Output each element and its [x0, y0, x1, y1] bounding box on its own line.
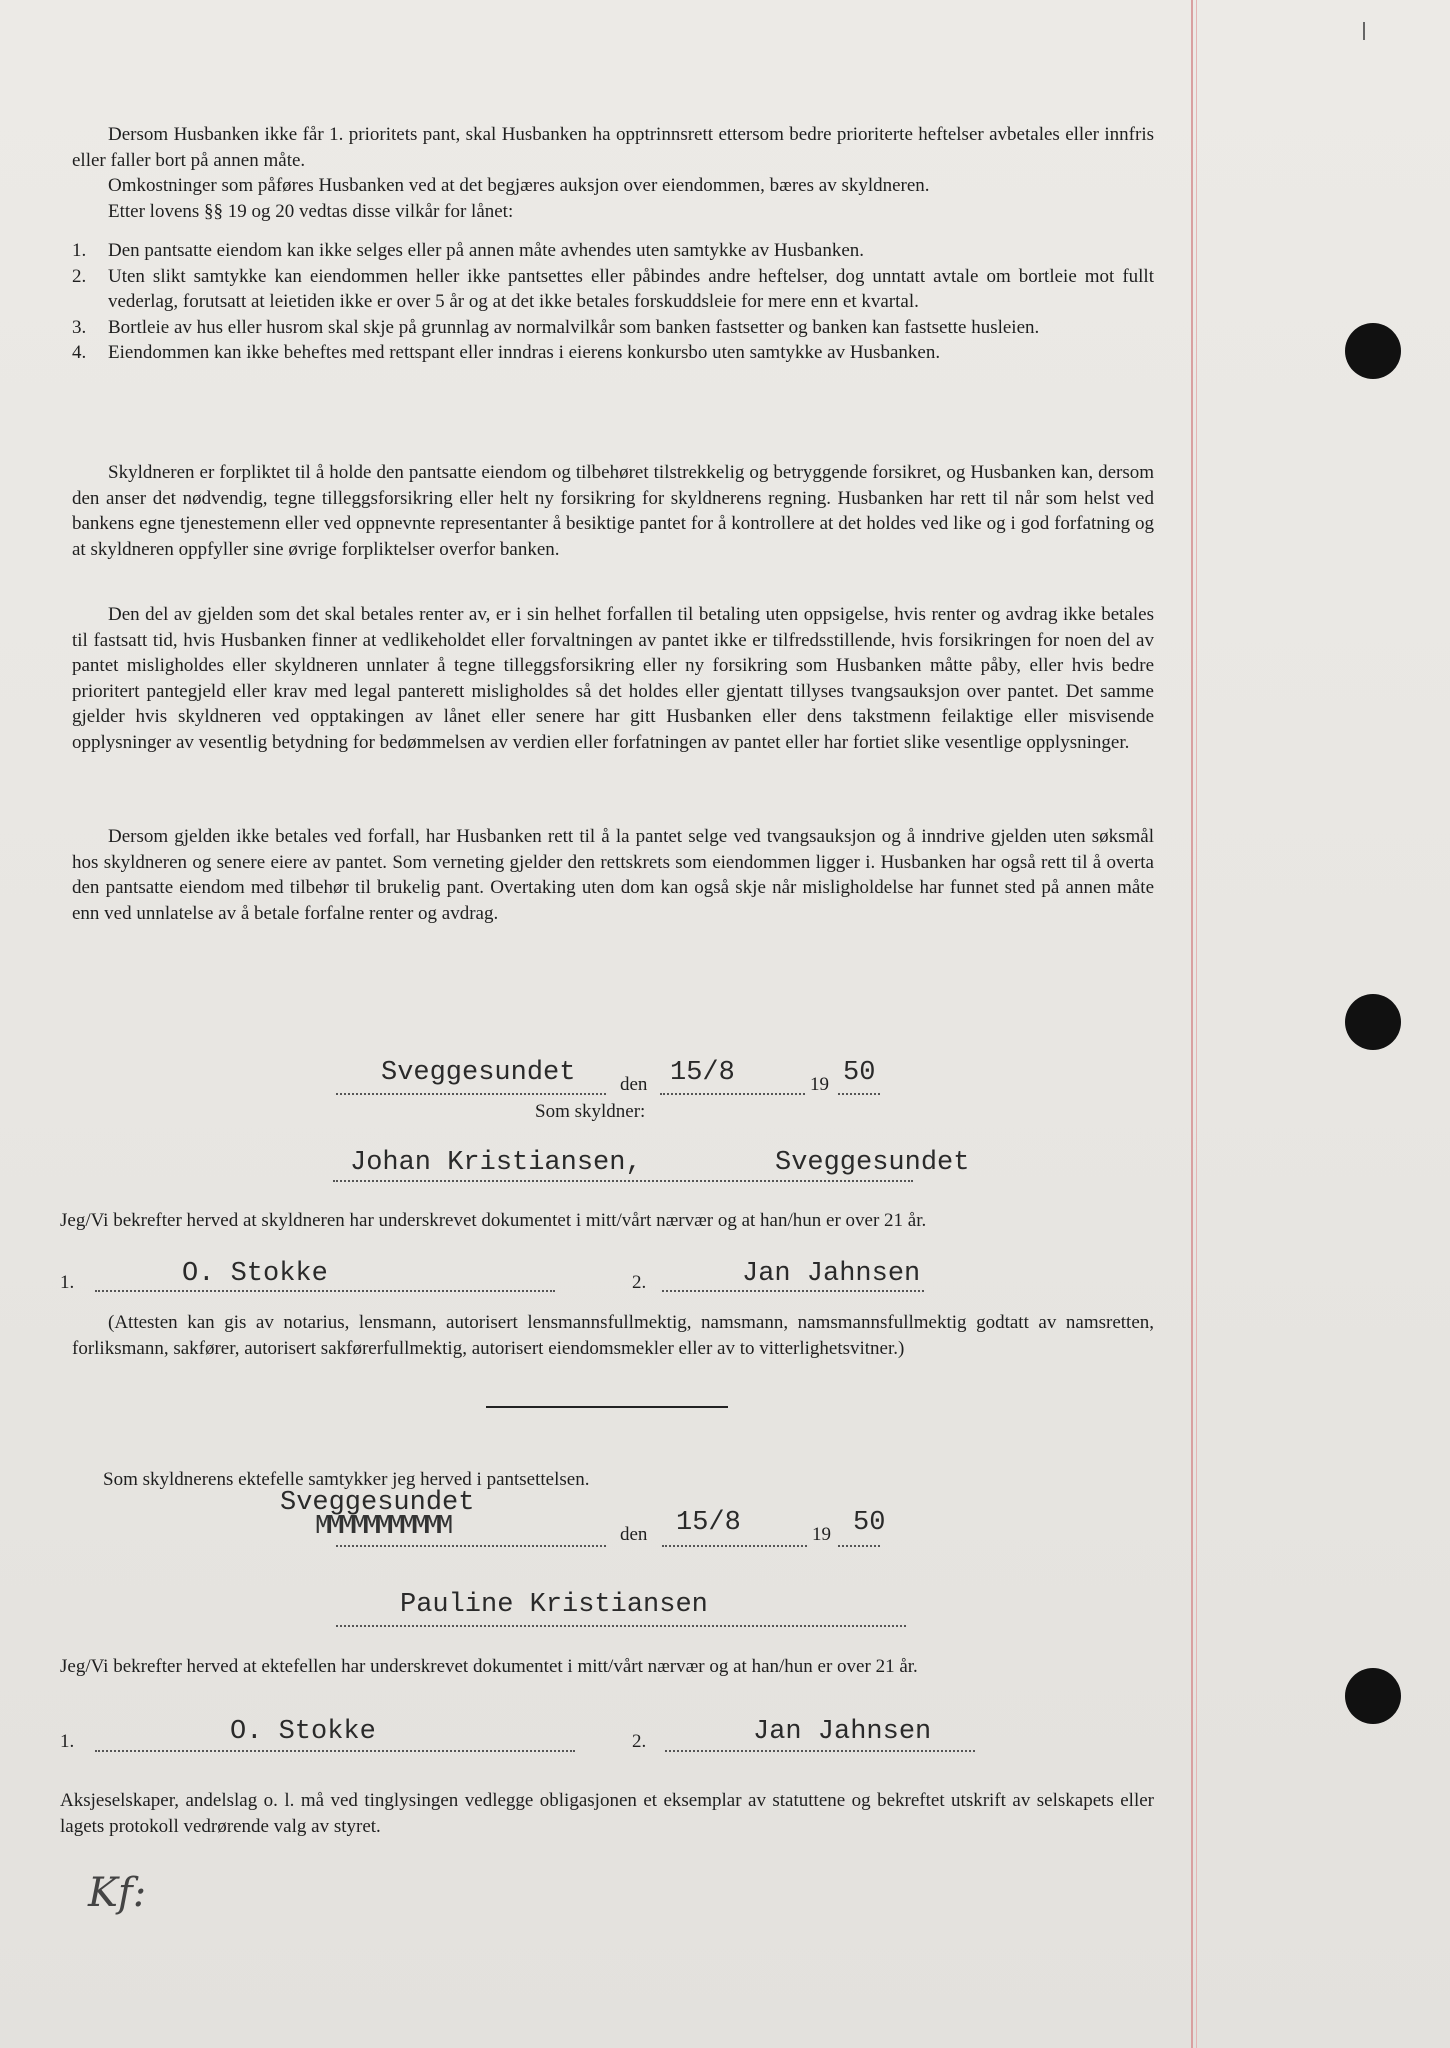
paragraph-conditions-intro: Etter lovens §§ 19 og 20 vedtas disse vilkår for lånet: [108, 201, 514, 222]
debtor-place: Sveggesundet [381, 1058, 576, 1088]
paragraph-default: Den del av gjelden som det skal betales renter av, er i sin helhet forfallen til betaling uten oppsigelse, hvis renter og avdrag ikke betales til fastsatt tid, hvis Husbanken finner at vedlikeholdet eller forvaltningen av pantet ikke er tilfredsstillende, hvis forsikringen for noen del av pantet misligholdes eller skyldneren unnlater å tegne tilleggsforsikring eller ny forsikring som Husbanken måtte påby, eller hvis bedre prioritert pantegjeld eller krav med legal panterett misligholdes så det holdes eller gjentatt tillyses tvangsauksjon over pantet. Det samme gjelder hvis skyldneren ved opptakingen av lånet eller senere har gitt Husbanken eller dens takstmenn feilaktige eller misvisende opplysninger av vesentlig betydning for bedømmelsen av verdien eller forfatningen av pantet eller har fortiet slike vesentlige opplysninger. [72, 604, 1154, 753]
punch-hole-bottom [1345, 1668, 1401, 1724]
debtor-confirm-text: Jeg/Vi bekrefter herved at skyldneren har underskrevet dokumentet i mitt/vårt nærvær og at han/hun er over 21 år. [60, 1210, 927, 1231]
condition-item: 1. Den pantsatte eiendom kan ikke selges eller på annen måte avhendes uten samtykke av Husbanken. [72, 240, 865, 261]
footer-note: Aksjeselskaper, andelslag o. l. må ved tinglysingen vedlegge obligasjonen et eksemplar av statuttene og bekreftet utskrift av selskapets eller lagets protokoll vedrørende valg av styret. [60, 1790, 1154, 1837]
spouse-date-line [662, 1545, 807, 1547]
debtor-year: 50 [843, 1058, 876, 1088]
margin-line [1191, 0, 1193, 2048]
spouse-den-label: den [620, 1524, 648, 1545]
debtor-date: 15/8 [670, 1058, 735, 1088]
debtor-line [333, 1180, 913, 1182]
spouse-place-line [336, 1545, 606, 1547]
handwritten-initials: Kf: [88, 1870, 147, 1916]
spouse-year: 50 [853, 1508, 886, 1538]
paragraph-priority: Dersom Husbanken ikke får 1. prioritets pant, skal Husbanken ha opptrinnsrett ettersom bedre prioriterte heftelser avbetales eller innfris eller faller bort på annen måte. [72, 124, 1154, 171]
attest-note: (Attesten kan gis av notarius, lensmann, autorisert lensmannsfullmektig, namsmann, namsmannsfullmektig godtatt av namsretten, forliksmann, sakfører, autorisert sakførerfullmektig, autorisert eiendomsmekler eller av to vitterlighetsvitner.) [72, 1312, 1154, 1359]
spouse-witness1-line [95, 1750, 575, 1752]
witness2-name: Jan Jahnsen [742, 1259, 921, 1289]
som-skyldner-label: Som skyldner: [535, 1101, 646, 1122]
spouse-consent-text: Som skyldnerens ektefelle samtykker jeg herved i pantsettelsen. [103, 1469, 590, 1490]
punch-hole-middle [1345, 994, 1401, 1050]
paragraph-costs: Omkostninger som påføres Husbanken ved at det begjæres auksjon over eiendommen, bæres av skyldneren. [108, 175, 930, 196]
debtor-name: Johan Kristiansen, [350, 1148, 642, 1178]
spouse-year-prefix: 19 [812, 1524, 831, 1545]
place-line [336, 1093, 606, 1095]
spouse-name: Pauline Kristiansen [400, 1590, 708, 1620]
spouse-witness2-name: Jan Jahnsen [753, 1717, 932, 1747]
debtor-residence: Sveggesundet [775, 1148, 970, 1178]
year-prefix: 19 [810, 1074, 829, 1095]
conditions-list [72, 238, 1154, 366]
spouse-confirm-text: Jeg/Vi bekrefter herved at ektefellen har underskrevet dokumentet i mitt/vårt nærvær og at han/hun er over 21 år. [60, 1656, 918, 1677]
spouse-witness2-line [665, 1750, 975, 1752]
spouse-place: Sveggesundet [280, 1488, 475, 1518]
spouse-date: 15/8 [676, 1508, 741, 1538]
spouse-witness1-name: O. Stokke [230, 1717, 376, 1747]
paragraph-insurance: Skyldneren er forpliktet til å holde den pantsatte eiendom og tilbehøret tilstrekkelig og betryggende forsikret, og Husbanken kan, dersom den anser det nødvendig, tegne tilleggsforsikring eller helt ny forsikring for skyldnerens regning. Husbanken har rett til når som helst ved bankens egne tjenestemenn eller ved oppnevnte representanter å besiktige pantet for å kontrollere at det holdes ved like og i god forfatning og at skyldneren oppfyller sine øvrige forpliktelser overfor banken. [72, 462, 1154, 560]
condition-item: 4. Eiendommen kan ikke beheftes med rettspant eller inndras i eierens konkursbo uten samtykke av Husbanken. [72, 342, 941, 364]
spouse-year-line [838, 1545, 880, 1547]
witness2-line [662, 1290, 924, 1292]
date-line [660, 1093, 805, 1095]
paragraph-enforcement: Dersom gjelden ikke betales ved forfall, har Husbanken rett til å la pantet selge ved tvangsauksjon og å inndrive gjelden uten søksmål hos skyldneren og senere eiere av pantet. Som verneting gjelder den rettskrets som eiendommen ligger i. Husbanken har også rett til å overta den pantsatte eiendom med tilbehør til brukelig pant. Overtaking uten dom kan også skje når misligholdelse har funnet sted på annen måte enn ved unnlatelse av å betale forfalne renter og avdrag. [72, 826, 1154, 924]
spouse-witness2-num: 2. [632, 1731, 647, 1752]
witness1-name: O. Stokke [182, 1259, 328, 1289]
den-label: den [620, 1074, 648, 1095]
witness1-num: 1. [60, 1272, 75, 1293]
spouse-name-line [336, 1625, 906, 1627]
margin-line-shadow [1196, 0, 1197, 2048]
struck-out-place: MMMMMMMMMMM [315, 1512, 450, 1542]
condition-item: 3. Bortleie av hus eller husrom skal skje på grunnlag av normalvilkår som banken fastsetter og banken kan fastsette husleien. [72, 316, 1040, 338]
spouse-witness1-num: 1. [60, 1731, 75, 1752]
witness1-line [95, 1290, 555, 1292]
year-line [838, 1093, 880, 1095]
corner-mark [1363, 22, 1365, 40]
section-divider [486, 1406, 728, 1408]
condition-item: 2. Uten slikt samtykke kan eiendommen heller ikke pantsettes eller påbindes andre heftelser, dog unntatt avtale om bortleie mot fullt vederlag, forutsatt at leietiden ikke er over 5 år og at det ikke betales forskuddsleie for mere enn et kvartal. [72, 265, 1154, 313]
punch-hole-top [1345, 323, 1401, 379]
witness2-num: 2. [632, 1272, 647, 1293]
